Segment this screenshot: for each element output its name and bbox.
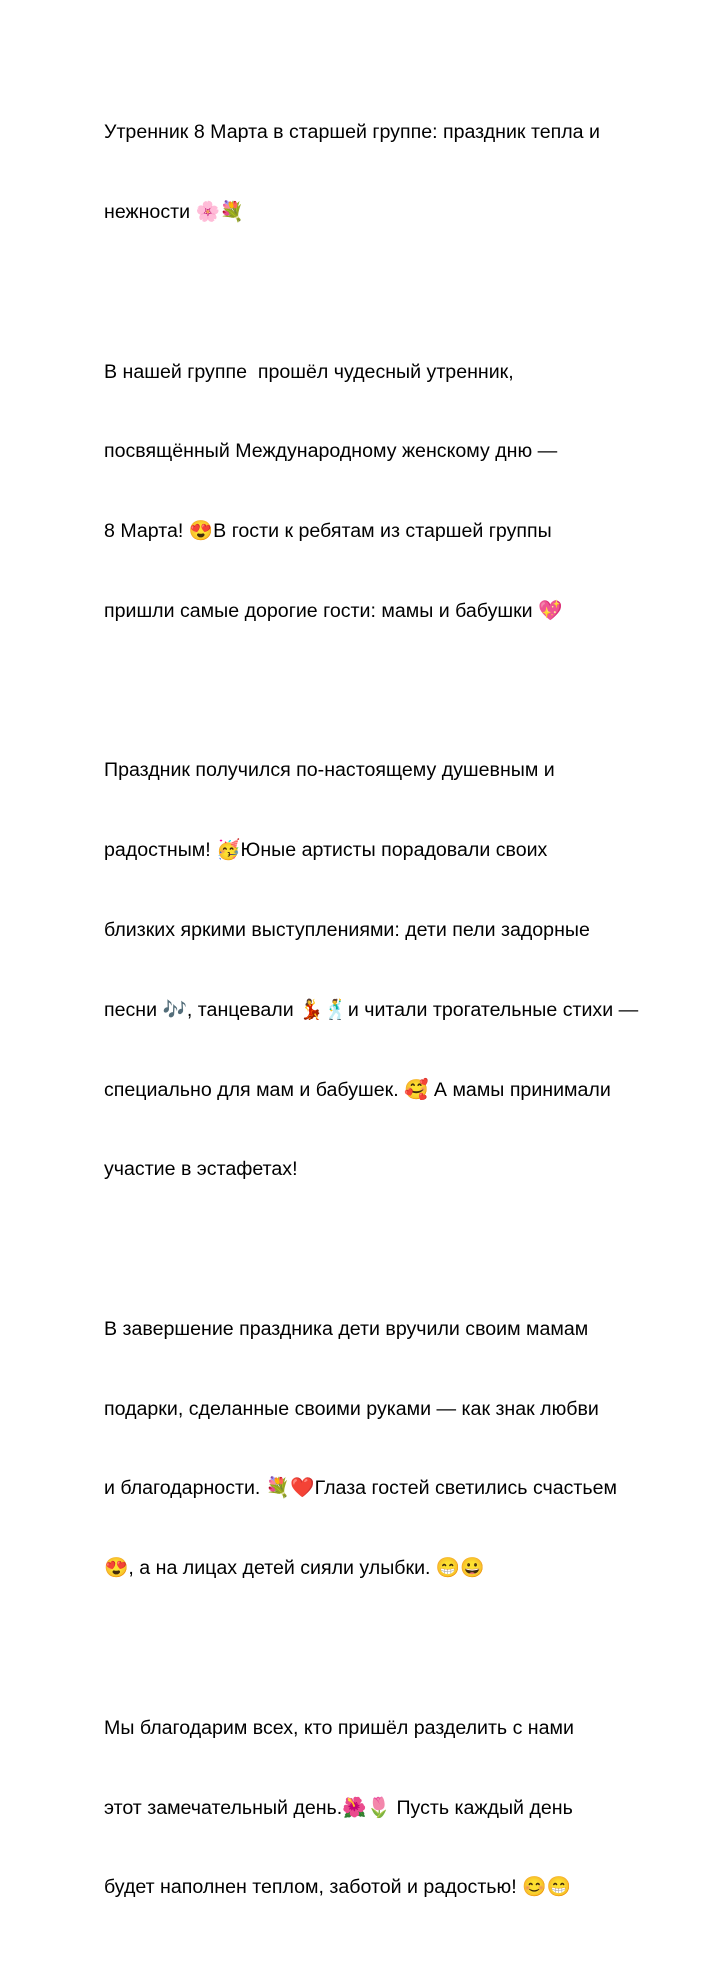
title-line: Утренник 8 Марта в старшей группе: праздник тепла и: [104, 121, 600, 144]
paragraph-line: и благодарности. 💐❤️Глаза гостей светились счастьем: [104, 1477, 617, 1500]
paragraph-line: В завершение праздника дети вручили своим мамам: [104, 1317, 589, 1340]
paragraph-intro: [104, 305, 694, 677]
title-line: нежности 🌸💐: [104, 200, 245, 223]
paragraph-line: участие в эстафетах!: [104, 1158, 298, 1181]
paragraph-line: радостным! 🥳Юные артисты порадовали своих: [104, 839, 548, 862]
document-title: [104, 66, 694, 279]
paragraph-line: будет наполнен теплом, заботой и радостью! 😊😁: [104, 1876, 571, 1899]
paragraph-line: песни 🎶, танцевали 💃🕺и читали трогательные стихи —: [104, 998, 639, 1021]
document-body: [104, 66, 694, 1981]
paragraph-line: 😍, а на лицах детей сияли улыбки. 😁😀: [104, 1557, 485, 1580]
paragraph-line: этот замечательный день.🌺🌷 Пусть каждый день: [104, 1796, 573, 1819]
paragraph-line: специально для мам и бабушек. 🥰 А мамы принимали: [104, 1078, 611, 1101]
paragraph-gifts: [104, 1263, 694, 1635]
paragraph-celebration: [104, 704, 694, 1236]
paragraph-line: Праздник получился по-настоящему душевным и: [104, 759, 555, 782]
paragraph-line: посвящённый Международному женскому дню —: [104, 440, 558, 463]
paragraph-line: близких яркими выступлениями: дети пели задорные: [104, 919, 590, 941]
paragraph-line: подарки, сделанные своими руками — как знак любви: [104, 1397, 599, 1420]
paragraph-line: 8 Марта! 😍В гости к ребятам из старшей группы: [104, 520, 552, 543]
paragraph-line: Мы благодарим всех, кто пришёл разделить с нами: [104, 1716, 574, 1739]
paragraph-line: В нашей группе прошёл чудесный утренник,: [104, 360, 514, 383]
paragraph-line: пришли самые дорогие гости: мамы и бабушки 💖: [104, 599, 563, 622]
paragraph-thanks: [104, 1662, 694, 1955]
